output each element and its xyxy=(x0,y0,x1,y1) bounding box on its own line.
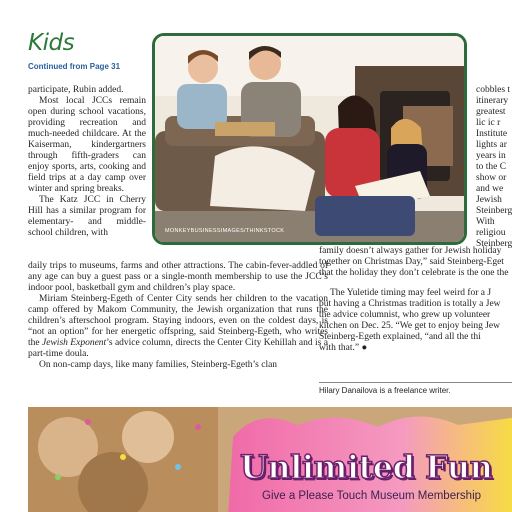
article-column-right-top xyxy=(476,85,512,250)
paragraph: daily trips to museums, farms and other attractions. The cabin-fever-addled of any age can buy a guest pass or a single-month membership to use the JCC’s indoor pool, basketball gym and children’s play space. xyxy=(28,261,328,293)
text-line: the advice columnist, who grew up volunteer xyxy=(319,310,491,320)
text-line: family doesn’t always gather for Jewish holiday xyxy=(319,246,502,256)
author-byline: Hilary Danailova is a freelance writer. xyxy=(319,386,451,395)
text-line: religiou xyxy=(476,228,506,238)
text-line: Steinberg-Egeth explained, “and all the thi xyxy=(319,332,481,342)
paragraph: On non-camp days, like many families, Steinberg-Egeth’s clan xyxy=(39,360,278,370)
text-line: Steinberg xyxy=(476,239,512,249)
paragraph xyxy=(28,294,328,360)
article-column-right-lower xyxy=(319,246,512,279)
text-line: With xyxy=(476,217,495,227)
family-photo-illustration xyxy=(155,36,464,242)
text-line: cobbles t xyxy=(476,85,511,95)
article-photo xyxy=(152,33,467,245)
text-line: but having a Christmas tradition is totally a Jew xyxy=(319,299,501,309)
photo-credit: MONKEYBUSINESSIMAGES/THINKSTOCK xyxy=(165,228,285,234)
text-line: itinerary xyxy=(476,96,509,106)
paragraph: Most local JCCs remain open during school vacations, providing recreation and much-needed childcare. At the Kaiserman, kindergartners through fifth-graders can enjoy sports, arts, cooking and field trips at a day camp over winter and spring breaks. xyxy=(28,96,146,194)
text-line: that the holiday they don’t celebrate is the one the xyxy=(319,268,509,278)
section-title: Kids xyxy=(28,30,75,56)
text-line: The Yuletide timing may feel weird for a J xyxy=(330,288,492,298)
text-line: years in xyxy=(476,151,506,161)
text-line: kitchen on Dec. 25. “We get to enjoy being Jew xyxy=(319,321,501,331)
text-line: Institute xyxy=(476,129,508,139)
ad-headline: Unlimited Fun xyxy=(240,448,493,486)
text-line: lic ic r xyxy=(476,118,501,128)
text-line: together on Christmas Day,” said Steinberg-Eget xyxy=(319,257,504,267)
text-line: lights ar xyxy=(476,140,507,150)
article-column-right-continued xyxy=(319,288,512,354)
text-line: show or xyxy=(476,173,507,183)
text-line: with that.” ● xyxy=(319,343,368,353)
text-line: to the C xyxy=(476,162,507,172)
publication-name: Jewish Exponent xyxy=(42,338,107,348)
paragraph: participate, Rubin added. xyxy=(28,85,124,95)
ad-subline: Give a Please Touch Museum Membership xyxy=(262,490,482,502)
text-line: Steinberg xyxy=(476,206,512,216)
paragraph-text: Miriam Steinberg-Egeth of Center City sends her children to the vacation camp offered by Makom Community, the Jewish organization that runs the children’s afterschool program. Staying indoors, even on the coldest days, is “not an option” for her energetic offspring, said Steinberg-Egeth, who writes the xyxy=(28,294,328,348)
text-line: and we xyxy=(476,184,504,194)
article-column-full xyxy=(28,261,328,371)
paragraph-text: ’s advice column, directs the Center City Kehillah and is a part-time doula. xyxy=(28,338,328,359)
continued-label: Continued from Page 31 xyxy=(28,62,121,71)
text-line: Jewish xyxy=(476,195,502,205)
byline-divider xyxy=(319,382,512,383)
text-line: greatest xyxy=(476,107,506,117)
article-column-1 xyxy=(28,85,146,239)
paragraph: The Katz JCC in Cherry Hill has a similar program for elementary- and middle-school children, with xyxy=(28,195,146,238)
